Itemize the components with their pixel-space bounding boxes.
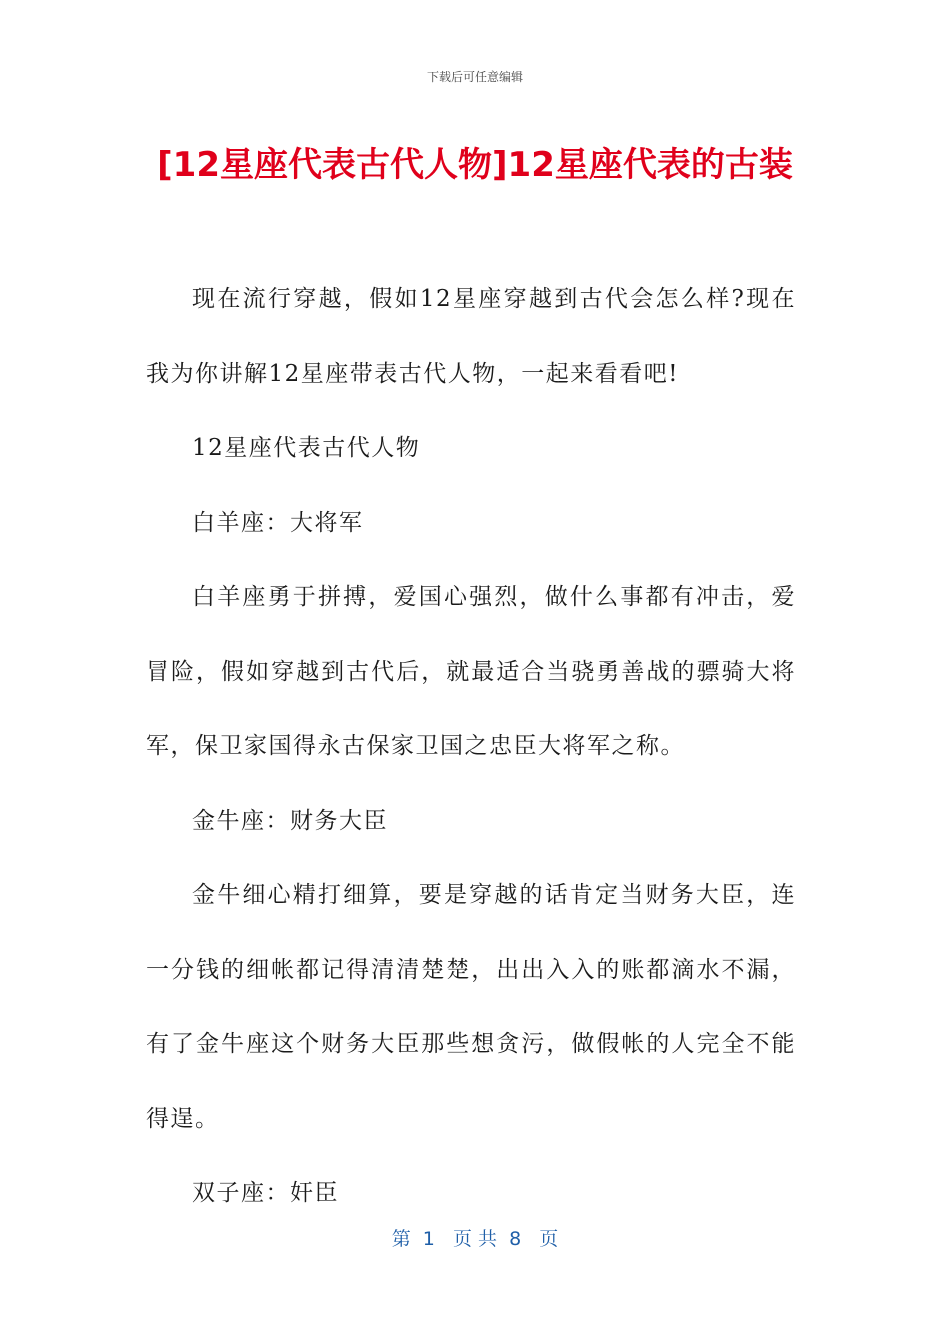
section-heading: 12星座代表古代人物 (192, 435, 421, 461)
subheading-aries: 白羊座：大将军 (192, 509, 364, 536)
page-footer: 第 1 页 共 8 页 (391, 1228, 559, 1250)
paragraph-aries: 白羊座勇于拼搏，爱国心强烈，做什么事都有冲击，爱冒险，假如穿越到古代后，就最适合当骁勇善战的骠骑大将军，保卫家国得永古保家卫国之忠臣大将军之称。 (146, 584, 796, 759)
subheading-gemini: 双子座：奸臣 (192, 1180, 339, 1206)
document-body (146, 262, 796, 1231)
subheading-taurus: 金牛座：财务大臣 (192, 807, 388, 834)
paragraph-intro: 现在流行穿越，假如12星座穿越到古代会怎么样?现在我为你讲解12星座带表古代人物，一起来看看吧! (146, 286, 796, 387)
header-note: 下载后可任意编辑 (426, 70, 523, 84)
paragraph-taurus: 金牛细心精打细算，要是穿越的话肯定当财务大臣，连一分钱的细帐都记得清清楚楚，出出入入的账都滴水不漏，有了金牛座这个财务大臣那些想贪污，做假帐的人完全不能得逞。 (146, 882, 796, 1132)
document-title: [12星座代表古代人物]12星座代表的古装 (157, 145, 793, 185)
